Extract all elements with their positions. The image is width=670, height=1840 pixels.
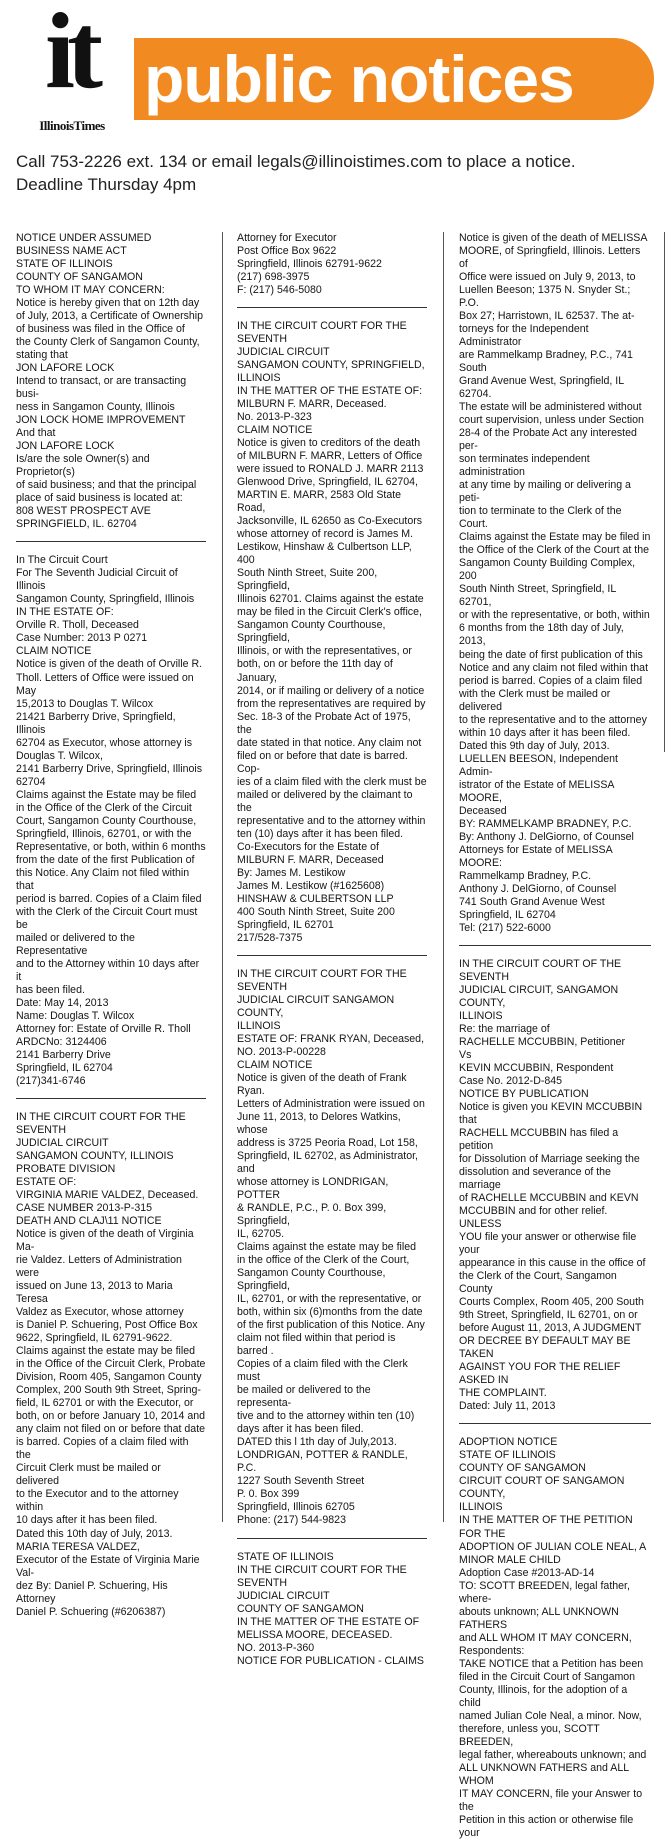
notice-valdez-continued: Attorney for Executor Post Office Box 9622 Springfield, Illinois 62791-9622 (217) 698-3975 F: (217) 546-5080 (237, 232, 382, 297)
notices-column-3 (459, 232, 651, 1840)
contact-line: Call 753-2226 ext. 134 or email legals@illinoistimes.com to place a notice. (16, 152, 576, 171)
notice-moore-continued: Notice is given of the death of MELISSA MOORE, of Springfield, Illinois. Letters of Office were issued on July 9, 2013, to Luellen Beeson; 1375 N. Snyder St.; P.O. Box 27; Harristown, IL 62537. The at- torneys for the Independent Administrator are Rammelkamp Bradney, P.C., 741 South Grand Avenue West, Springfield, IL 62704. The estate will be administered without court supervision, unless under Section 28-4 of the Probate Act any interested per- son terminates independent administration at any time by mailing or delivering a peti- tion to terminate to the Clerk of the Court. Claims against the Estate may be filed in the Office of the Clerk of the Court at the Sangamon County Building Complex, 200 South Ninth Street, Springfield, IL 62701, or with the representative, or both, within 6 months from the 18th day of July, 2013, being the date of first publication of this Notice and any claim not filed within that period is barred. Copies of a claim filed with the Clerk must be mailed or delivered to the representative and to the attorney within 10 days after it has been filed. Dated this 9th day of July, 2013. LUELLEN BEESON, Independent Admin- istrator of the Estate of MELISSA MOORE, Deceased BY: RAMMELKAMP BRADNEY, P.C. By: Anthony J. DelGiorno, of Counsel Attorneys for Estate of MELISSA MOORE: Rammelkamp Bradney, P.C. Anthony J. DelGiorno, of Counsel 741 South Grand Avenue West Springfield, IL 62704 Tel: (217) 522-6000 (459, 232, 651, 934)
notice-separator (459, 945, 651, 946)
logo-subtitle: IllinoisTimes (39, 118, 105, 133)
logo-mark: it (45, 0, 95, 111)
column-divider (222, 232, 223, 1522)
notice-estate-tholl: In The Circuit Court For The Seventh Judicial Circuit of Illinois Sangamon County, Springfield, Illinois IN THE ESTATE OF: Orville R. Tholl, Deceased Case Number: 2013 P 0271 CLAIM NOTICE Notice is given of the death of Orville R. Tholl. Letters of Office were issued on May 15,2013 to Douglas T. Wilcox 21421 Barberry Drive, Springfield, Illinois 62704 as Executor, whose attorney is Douglas T. Wilcox, 2141 Barberry Drive, Springfield, Illinois 62704 Claims against the Estate may be filed in the Office of the Clerk of the Circuit Court, Sangamon County Courthouse, Springfield, Illinois, 62701, or with the Representative, or both, within 6 months from the date of the first Publication of this Notice. Any Claim not filed within that period is barred. Copies of a Claim filed with the Clerk of the Circuit Court must be mailed or delivered to the Representative and to the Attorney within 10 days after it has been filed. Date: May 14, 2013 Name: Douglas T. Wilcox Attorney for: Estate of Orville R. Tholl ARDCNo: 3124406 2141 Barberry Drive Springfield, IL 62704 (217)341-6746 (16, 554, 206, 1087)
notice-separator (237, 307, 427, 308)
notice-separator (16, 1098, 206, 1099)
notice-separator (459, 1423, 651, 1424)
notice-separator (237, 955, 427, 956)
section-banner (134, 38, 654, 120)
deadline-line: Deadline Thursday 4pm (16, 175, 197, 194)
column-divider (443, 232, 444, 1522)
notice-assumed-business-name: NOTICE UNDER ASSUMED BUSINESS NAME ACT STATE OF ILLINOIS COUNTY OF SANGAMON TO WHOM IT MAY CONCERN: Notice is hereby given that on 12th day of July, 2013, a Certificate of Ownership of business was filed in the Office of the County Clerk of Sangamon County, stating that JON LAFORE LOCK Intend to transact, or are transacting busi- ness in Sangamon County, Illinois JON LOCK HOME IMPROVEMENT And that JON LAFORE LOCK Is/are the sole Owner(s) and Proprietor(s) of said business; and that the principal place of said business is located at: 808 WEST PROSPECT AVE SPRINGFIELD, IL. 62704 (16, 232, 204, 531)
notice-estate-valdez: IN THE CIRCUIT COURT FOR THE SEVENTH JUDICIAL CIRCUIT SANGAMON COUNTY, ILLINOIS PROBATE DIVISION ESTATE OF: VIRGINIA MARIE VALDEZ, Deceased. CASE NUMBER 2013-P-315 DEATH AND CLAJ\11 NOTICE Notice is given of the death of Virginia Ma- rie Valdez. Letters of Administration were issued on June 13, 2013 to Maria Teresa Valdez as Executor, whose attorney is Daniel P. Schuering, Post Office Box 9622, Springfield, IL 62791-9622. Claims against the estate may be filed in the Office of the Circuit Clerk, Probate Division, Room 405, Sangamon County Complex, 200 South 9th Street, Spring- field, IL 62701 or with the Executor, or both, on or before January 10, 2014 and any claim not filed on or before that date is barred. Copies of a claim filed with the Circuit Clerk must be mailed or delivered to the Executor and to the attorney within 10 days after it has been filed. Dated this 10th day of July, 2013. MARIA TERESA VALDEZ, Executor of the Estate of Virginia Marie Val- dez By: Daniel P. Schuering, His Attorney Daniel P. Schuering (#6206387) (16, 1111, 206, 1618)
page-header (0, 0, 670, 140)
notice-separator (237, 1538, 427, 1539)
contact-info (16, 150, 656, 196)
illinois-times-logo[interactable] (14, 0, 126, 134)
notice-estate-marr: IN THE CIRCUIT COURT FOR THE SEVENTH JUDICIAL CIRCUIT SANGAMON COUNTY, SPRINGFIELD, ILLINOIS IN THE MATTER OF THE ESTATE OF: MILBURN F. MARR, Deceased. No. 2013-P-323 CLAIM NOTICE Notice is given to creditors of the death of MILBURN F. MARR, Letters of Office were issued to RONALD J. MARR 2113 Glenwood Drive, Springfield, IL 62704, MARTIN E. MARR, 2583 Old State Road, Jacksonville, IL 62650 as Co-Executors whose attorney of record is James M. Lestikow, Hinshaw & Culbertson LLP, 400 South Ninth Street, Suite 200, Springfield, Illinois 62701. Claims against the estate may be filed in the Circuit Clerk's office, Sangamon County Courthouse, Springfield, Illinois, or with the representatives, or both, on or before the 11th day of January, 2014, or if mailing or delivery of a notice from the representatives are required by Sec. 18-3 of the Probate Act of 1975, the date stated in that notice. Any claim not filed on or before that date is barred. Cop- ies of a claim filed with the clerk must be mailed or delivered by the claimant to the representative and to the attorney within ten (10) days after it has been filed. Co-Executors for the Estate of MILBURN F. MARR, Deceased By: James M. Lestikow James M. Lestikow (#1625608) HINSHAW & CULBERTSON LLP 400 South Ninth Street, Suite 200 Springfield, IL 62701 217/528-7375 (237, 320, 427, 944)
notice-estate-ryan: IN THE CIRCUIT COURT FOR THE SEVENTH JUDICIAL CIRCUIT SANGAMON COUNTY, ILLINOIS ESTATE OF: FRANK RYAN, Deceased, NO. 2013-P-00228 CLAIM NOTICE Notice is given of the death of Frank Ryan. Letters of Administration were issued on June 11, 2013, to Delores Watkins, whose address is 3725 Peoria Road, Lot 158, Springfield, IL 62702, as Administrator, and whose attorney is LONDRIGAN, POTTER & RANDLE, P.C., P. 0. Box 399, Springfield, IL, 62705. Claims against the estate may be filed in the office of the Clerk of the Court, Sangamon County Courthouse, Springfield, IL, 62701, or with the representative, or both, within six (6)months from the date of the first publication of this Notice. Any claim not filed within that period is barred . Copies of a claim filed with the Clerk must be mailed or delivered to the representa- tive and to the attorney within ten (10) days after it has been filed. DATED this l 1th day of July,2013. LONDRIGAN, POTTER & RANDLE, P.C. 1227 South Seventh Street P. 0. Box 399 Springfield, Illinois 62705 Phone: (217) 544-9823 (237, 967, 425, 1527)
notice-marriage-mccubbin: IN THE CIRCUIT COURT OF THE SEVENTH JUDICIAL CIRCUIT, SANGAMON COUNTY, ILLINOIS Re: the marriage of RACHELLE MCCUBBIN, Petitioner Vs KEVIN MCCUBBIN, Respondent Case No. 2012-D-845 NOTICE BY PUBLICATION Notice is given you KEVIN MCCUBBIN that RACHELL MCCUBBIN has filed a petition for Dissolution of Marriage seeking the dissolution and severance of the marriage of RACHELLE MCCUBBIN and KEVN MCCUBBIN and for other relief. UNLESS YOU file your answer or otherwise file your appearance in this cause in the office of the Clerk of the Court, Sangamon County Courts Complex, Room 405, 200 South 9th Street, Springfield, IL 62701, on or before August 11, 2013, A JUDGMENT OR DECREE BY DEFAULT MAY BE TAKEN AGAINST YOU FOR THE RELIEF ASKED IN THE COMPLAINT. Dated: July 11, 2013 (459, 957, 646, 1413)
notice-separator (16, 541, 206, 542)
notices-column-1 (16, 232, 206, 1619)
notices-column-2 (237, 232, 427, 1668)
column-divider (664, 232, 665, 752)
notice-adoption-neal: ADOPTION NOTICE STATE OF ILLINOIS COUNTY OF SANGAMON CIRCUIT COURT OF SANGAMON COUNTY, ILLINOIS IN THE MATTER OF THE PETITION FOR THE ADOPTION OF JULIAN COLE NEAL, A MINOR MALE CHILD Adoption Case #2013-AD-14 TO: SCOTT BREEDEN, legal father, where- abouts unknown; ALL UNKNOWN FATHERS and ALL WHOM IT MAY CONCERN, Respondents: TAKE NOTICE that a Petition has been filed in the Circuit Court of Sangamon County, Illinois, for the adoption of a child named Julian Cole Neal, a minor. Now, therefore, unless you, SCOTT BREEDEN, legal father, whereabouts unknown; and ALL UNKNOWN FATHERS and ALL WHOM IT MAY CONCERN, file your Answer to the Petition in this action or otherwise file your (459, 1436, 647, 1839)
page-title: public notices (144, 42, 574, 116)
notice-estate-moore: STATE OF ILLINOIS IN THE CIRCUIT COURT FOR THE SEVENTH JUDICIAL CIRCUIT COUNTY OF SANGAMON IN THE MATTER OF THE ESTATE OF MELISSA MOORE, DECEASED. NO. 2013-P-360 NOTICE FOR PUBLICATION - CLAIMS (237, 1550, 424, 1667)
